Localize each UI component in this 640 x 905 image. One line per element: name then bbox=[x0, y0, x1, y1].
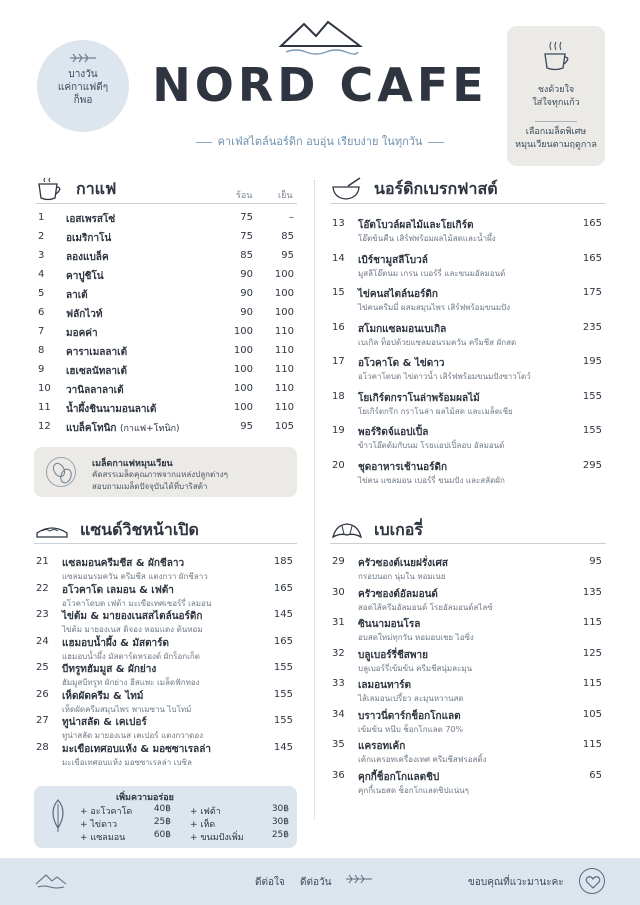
menu-item bbox=[332, 709, 606, 737]
item-number: 16 bbox=[332, 321, 345, 333]
menu-item bbox=[332, 678, 606, 706]
item-price-hot: 100 bbox=[233, 345, 253, 356]
menu-item bbox=[38, 402, 298, 418]
item-name: อโวคาโด & ไข่ดาว bbox=[358, 358, 445, 369]
leaf-icon bbox=[68, 52, 98, 64]
menu-item bbox=[332, 739, 606, 767]
item-price: 155 bbox=[582, 390, 602, 402]
addon-name: + ไข่ดาว bbox=[80, 820, 118, 830]
item-name: โอ๊ตโบวล์ผลไม้และโยเกิร์ต bbox=[358, 220, 474, 231]
item-name-text: น้ำผึ้งชินนามอนลาเต้ bbox=[66, 404, 157, 415]
item-desc: มูสลีโอ๊ตนม เกรน เบอร์รี่ และขนมอัลมอนด์ bbox=[358, 268, 506, 278]
item-number: 14 bbox=[332, 252, 345, 264]
item-name: ครัวซองต์เนยฝรั่งเศส bbox=[358, 558, 448, 569]
item-desc: เค้กแครอทเครื่องเทศ ครีมชีสฟรอสติ้ง bbox=[358, 755, 487, 764]
item-name-text: เอสเพรสโซ่ bbox=[66, 214, 116, 225]
item-name bbox=[66, 345, 127, 360]
item-desc: คุกกี้เนยสด ช็อกโกแลตชิปแน่นๆ bbox=[358, 785, 469, 795]
beans-desc-line-2: สอบถามเมล็ดปัจจุบันได้ที่บาริสต้า bbox=[92, 482, 208, 491]
item-number: 32 bbox=[332, 647, 345, 659]
item-name: อโวคาโด เลมอน & เฟต้า bbox=[62, 584, 174, 596]
leaf-icon bbox=[46, 798, 70, 834]
coffee-col-iced: เย็น bbox=[278, 191, 293, 201]
rotating-beans-box bbox=[34, 447, 297, 497]
item-name-text: อเมริกาโน่ bbox=[66, 233, 112, 244]
item-name bbox=[66, 421, 180, 436]
item-price-hot: 90 bbox=[240, 288, 253, 299]
menu-item bbox=[38, 421, 298, 437]
item-price: 195 bbox=[582, 356, 602, 367]
item-price-hot: 95 bbox=[240, 421, 253, 432]
menu-item bbox=[36, 742, 297, 770]
item-name bbox=[66, 402, 156, 417]
addon-price: 30฿ bbox=[271, 817, 289, 827]
coffee-section-title: กาแฟ bbox=[76, 178, 117, 198]
item-name-text: ลองแบล็ค bbox=[66, 252, 109, 263]
item-name: มะเขือเทศอบแห้ง & มอซซาเรลล่า bbox=[62, 743, 211, 755]
item-desc: เบเกิล ท็อปด้วยแซลมอนรมควัน ครีมชีส ผักสด bbox=[358, 337, 517, 347]
item-price-iced: – bbox=[289, 212, 294, 223]
item-name bbox=[66, 212, 115, 227]
item-price: 165 bbox=[582, 218, 602, 229]
item-number: 11 bbox=[38, 402, 51, 413]
item-name-text: ฟลักไวท์ bbox=[66, 309, 103, 320]
item-desc: มะเขือเทศอบแห้ง มอซซาเรลล่า เบซิล bbox=[62, 757, 192, 767]
item-desc: โอ๊ตข้นคืน เสิร์ฟพร้อมผลไม้สดและน้ำผึ้ง bbox=[358, 234, 496, 243]
brand-title: NORD CAFE bbox=[152, 58, 488, 112]
addon-price: 25฿ bbox=[153, 817, 171, 827]
item-desc: แซลมอนรมควัน ครีมชีส แตงกวา ผักชีลาว bbox=[62, 572, 208, 581]
sandwich-section-header bbox=[34, 518, 199, 543]
item-name: บลูเบอร์รี่ชีสพาย bbox=[358, 649, 428, 661]
item-name: พอร์ริดจ์แอปเปิ้ล bbox=[358, 427, 429, 438]
badge-left-line-3: ก็พอ bbox=[73, 95, 93, 106]
item-price-hot: 100 bbox=[233, 364, 253, 375]
item-price: 155 bbox=[582, 425, 602, 436]
item-price-iced: 110 bbox=[274, 326, 294, 337]
item-price: 105 bbox=[582, 708, 602, 720]
item-price-hot: 90 bbox=[240, 269, 253, 280]
item-price-hot: 75 bbox=[240, 212, 253, 223]
item-number: 34 bbox=[332, 708, 345, 720]
item-name: เลมอนทาร์ต bbox=[358, 680, 412, 691]
beans-title: เมล็ดกาแฟหมุนเวียน bbox=[92, 459, 173, 469]
menu-item bbox=[332, 770, 606, 798]
menu-item bbox=[332, 356, 606, 384]
item-number: 19 bbox=[332, 425, 345, 436]
badge-right-line-3: เลือกเมล็ดพิเศษ bbox=[525, 127, 587, 137]
menu-item bbox=[38, 288, 298, 304]
item-desc: ไข่คน แซลมอน เบอร์รี่ ขนมปัง และสลัดผัก bbox=[358, 475, 505, 485]
menu-item bbox=[38, 231, 298, 247]
menu-item bbox=[332, 287, 606, 315]
menu-item bbox=[332, 587, 606, 615]
footer-text-3: ขอบคุณที่แวะมานะคะ bbox=[468, 877, 564, 888]
item-price-hot: 85 bbox=[240, 250, 253, 261]
item-price: 235 bbox=[582, 321, 602, 333]
item-name: บีทรูทฮัมมูส & ผักย่าง bbox=[62, 664, 157, 675]
item-number: 1 bbox=[38, 212, 45, 223]
item-number: 3 bbox=[38, 250, 45, 261]
item-number: 18 bbox=[332, 390, 345, 402]
item-name: เบิร์ชามูสลีโบวล์ bbox=[358, 254, 428, 266]
menu-item bbox=[36, 636, 297, 664]
item-number: 22 bbox=[36, 582, 49, 594]
item-number: 26 bbox=[36, 688, 49, 700]
menu-item bbox=[38, 345, 298, 361]
item-number: 21 bbox=[36, 556, 49, 567]
item-price-iced: 110 bbox=[274, 345, 294, 356]
item-name bbox=[66, 231, 111, 246]
item-number: 28 bbox=[36, 741, 49, 753]
item-desc: ไส้เลมอนเปรี้ยว ละมุนหวานสด bbox=[358, 694, 464, 703]
item-price: 135 bbox=[582, 586, 602, 598]
item-price: 165 bbox=[273, 635, 293, 647]
item-name-text: แบล็คโทนิก bbox=[66, 423, 117, 434]
item-price: 185 bbox=[273, 556, 293, 567]
item-price-hot: 100 bbox=[233, 402, 253, 413]
item-name: คุกกี้ช็อกโกแลตชิป bbox=[358, 771, 440, 783]
item-number: 33 bbox=[332, 678, 345, 689]
item-price: 145 bbox=[273, 609, 293, 620]
item-number: 6 bbox=[38, 307, 45, 318]
item-number: 9 bbox=[38, 364, 45, 375]
menu-item bbox=[38, 269, 298, 285]
item-name bbox=[66, 326, 98, 341]
addon-name: + แซลมอน bbox=[80, 833, 126, 843]
addon-name: + เห็ด bbox=[190, 820, 216, 830]
item-desc: กรอบนอก นุ่มใน หอมเนย bbox=[358, 572, 446, 581]
coffee-cup-icon bbox=[542, 40, 572, 74]
item-name: ชุดอาหารเช้านอร์ดิก bbox=[358, 461, 448, 473]
addon-price: 60฿ bbox=[153, 830, 171, 840]
item-name: โยเกิร์ตกราโนล่าพร้อมผลไม้ bbox=[358, 392, 480, 404]
badge-left-line-1: บางวัน bbox=[68, 69, 98, 80]
item-name bbox=[66, 307, 103, 322]
menu-item bbox=[332, 425, 606, 453]
tagline-text: คาเฟ่สไตล์นอร์ดิก อบอุ่น เรียบง่าย ในทุกวัน bbox=[217, 135, 423, 148]
item-price: 125 bbox=[582, 647, 602, 659]
item-price-iced: 105 bbox=[274, 421, 294, 432]
item-name: บราวนี่ดาร์กช็อกโกแลต bbox=[358, 710, 461, 722]
menu-item bbox=[38, 383, 298, 399]
item-desc: อโวคาโดบด เฟต้า มะเขือเทศเชอร์รี่ เลมอน bbox=[62, 598, 212, 608]
item-price-hot: 100 bbox=[233, 326, 253, 337]
item-number: 10 bbox=[38, 383, 51, 394]
item-price: 115 bbox=[582, 617, 602, 628]
item-price: 175 bbox=[582, 287, 602, 298]
badge-right-line-2: ใส่ใจทุกแก้ว bbox=[532, 98, 580, 108]
item-name-text: เฮเซลนัทลาเต้ bbox=[66, 366, 127, 377]
item-number: 8 bbox=[38, 345, 45, 356]
item-price-iced: 85 bbox=[281, 231, 294, 242]
item-number: 36 bbox=[332, 769, 345, 781]
menu-item bbox=[36, 689, 297, 717]
addon-name: + อะโวคาโด bbox=[80, 807, 133, 817]
item-number: 23 bbox=[36, 609, 49, 620]
menu-item bbox=[332, 617, 606, 645]
item-price: 155 bbox=[273, 662, 293, 673]
item-desc: สอดไส้ครีมอัลมอนด์ โรยอัลมอนด์สไลซ์ bbox=[358, 602, 493, 612]
addons-title: เพิ่มความอร่อย bbox=[116, 793, 174, 803]
bowl-icon bbox=[330, 176, 364, 202]
menu-item bbox=[332, 556, 606, 584]
item-price-iced: 110 bbox=[274, 402, 294, 413]
item-desc: ฮัมมูสบีทรูท ผักย่าง ฮีสแพะ เมล็ดฟักทอง bbox=[62, 678, 200, 687]
item-desc: โยเกิร์ตกรีก กราโนล่า ผลไม้สด และเมล็ดเชีย bbox=[358, 406, 513, 416]
menu-item bbox=[332, 460, 606, 488]
item-desc: ไข่คนครีมมี่ ผสมสมุนไพร เสิร์ฟพร้อมขนมปัง bbox=[358, 303, 511, 312]
addon-name: + เฟต้า bbox=[190, 807, 221, 817]
item-number: 13 bbox=[332, 218, 345, 229]
menu-item bbox=[38, 326, 298, 342]
coffee-col-hot: ร้อน bbox=[236, 191, 253, 201]
badge-right-bottom bbox=[507, 126, 605, 152]
item-name: ครัวซองต์อัลมอนด์ bbox=[358, 588, 438, 600]
item-name bbox=[66, 269, 104, 284]
item-desc: ทูน่าสลัด มายองเนส เคเปอร์ แตงกวาดอง bbox=[62, 731, 204, 740]
item-price-iced: 100 bbox=[274, 307, 294, 318]
coffee-bean-icon bbox=[46, 457, 76, 487]
item-number: 15 bbox=[332, 287, 345, 298]
item-desc: แฮมอบน้ำผึ้ง มัสตาร์ดหรองต์ ผักร็อกเก็ต bbox=[62, 651, 200, 661]
header-badge-right bbox=[507, 26, 605, 166]
footer-text-2: ดีต่อวัน bbox=[300, 877, 332, 888]
addon-price: 25฿ bbox=[271, 830, 289, 840]
item-name: ซินนามอนโรล bbox=[358, 619, 421, 630]
bakery-section-header bbox=[330, 518, 423, 543]
item-desc: เข้มข้น หนึบ ช็อกโกแลต 70% bbox=[358, 724, 464, 734]
item-price: 115 bbox=[582, 678, 602, 689]
item-number: 25 bbox=[36, 662, 49, 673]
menu-item bbox=[332, 391, 606, 419]
menu-item bbox=[36, 583, 297, 611]
item-price-iced: 100 bbox=[274, 288, 294, 299]
item-number: 27 bbox=[36, 715, 49, 726]
breakfast-section-header bbox=[330, 176, 498, 202]
sandwich-section-title: แซนด์วิชหน้าเปิด bbox=[80, 520, 199, 539]
menu-item bbox=[332, 648, 606, 676]
item-desc: ข้าวโอ๊ตต้มกับนม โรยแอปเปิ้ลอบ อัลมอนด์ bbox=[358, 441, 505, 450]
item-extra: (กาแฟ+โทนิก) bbox=[119, 424, 180, 434]
item-price: 115 bbox=[582, 739, 602, 750]
item-price-iced: 110 bbox=[274, 364, 294, 375]
item-number: 35 bbox=[332, 739, 345, 750]
header-badge-left bbox=[37, 40, 129, 132]
menu-item bbox=[38, 212, 298, 228]
item-name-text: คาราเมลลาเต้ bbox=[66, 347, 128, 358]
item-number: 20 bbox=[332, 459, 345, 471]
item-number: 5 bbox=[38, 288, 45, 299]
beans-desc bbox=[92, 469, 292, 493]
badge-right-top bbox=[507, 84, 605, 110]
badge-left-line-2: แค่กาแฟดีๆ bbox=[57, 82, 109, 93]
beans-desc-line-1: คัดสรรเมล็ดคุณภาพจากแหล่งปลูกต่างๆ bbox=[92, 470, 228, 479]
mountain-logo-icon bbox=[276, 18, 366, 62]
coffee-cup-icon bbox=[36, 176, 66, 202]
badge-right-line-1: ชงด้วยใจ bbox=[537, 85, 575, 95]
addons-box bbox=[34, 786, 297, 848]
item-price-hot: 100 bbox=[233, 383, 253, 394]
breakfast-section-title: นอร์ดิกเบรกฟาสต์ bbox=[374, 178, 498, 198]
footer-text-1: ดีต่อใจ bbox=[255, 877, 285, 888]
menu-item bbox=[332, 322, 606, 350]
item-number: 30 bbox=[332, 586, 345, 598]
tagline bbox=[160, 132, 480, 150]
item-desc: ไข่ต้ม มายองเนส ดิจอง หอมแดง ต้นหอม bbox=[62, 625, 203, 634]
menu-item bbox=[38, 307, 298, 323]
item-name-text: วานิลลาลาเต้ bbox=[66, 385, 124, 396]
item-number: 7 bbox=[38, 326, 45, 337]
item-desc: อโวคาโดบด ไข่ดาวน้ำ เสิร์ฟพร้อมขนมปังซาวโดว์ bbox=[358, 372, 531, 381]
item-desc: อบสดใหม่ทุกวัน หอมอบเชย ไอซิ่ง bbox=[358, 633, 474, 642]
item-name bbox=[66, 364, 127, 379]
item-name-text: คาปูชิโน่ bbox=[66, 271, 104, 282]
croissant-icon bbox=[330, 519, 364, 543]
addon-price: 40฿ bbox=[153, 804, 171, 814]
heart-icon bbox=[579, 868, 605, 894]
item-number: 12 bbox=[38, 421, 51, 432]
sandwich-icon bbox=[34, 519, 70, 543]
menu-item bbox=[38, 250, 298, 266]
bakery-section-title: เบเกอรี่ bbox=[374, 520, 423, 539]
item-price: 155 bbox=[273, 688, 293, 700]
item-name bbox=[66, 383, 124, 398]
item-name-text: มอคค่า bbox=[66, 328, 98, 339]
menu-item bbox=[332, 218, 606, 246]
item-name: ไข่ต้ม & มายองเนสสไตล์นอร์ดิก bbox=[62, 611, 203, 622]
item-name: ทูน่าสลัด & เคเปอร์ bbox=[62, 717, 147, 728]
item-price-hot: 75 bbox=[240, 231, 253, 242]
item-name: ไข่คนสไตล์นอร์ดิก bbox=[358, 289, 438, 300]
menu-item bbox=[36, 556, 297, 584]
item-name: แซลมอนครีมชีส & ผักชีลาว bbox=[62, 558, 185, 569]
item-name: เห็ดผัดครีม & ไทม์ bbox=[62, 690, 144, 702]
addon-name: + ขนมปังเพิ่ม bbox=[190, 833, 244, 843]
item-name bbox=[66, 250, 109, 265]
item-price: 165 bbox=[582, 252, 602, 264]
item-number: 17 bbox=[332, 356, 345, 367]
item-number: 31 bbox=[332, 617, 345, 628]
item-price-iced: 95 bbox=[281, 250, 294, 261]
item-name: แครอทเค้ก bbox=[358, 741, 406, 752]
item-number: 4 bbox=[38, 269, 45, 280]
menu-item bbox=[38, 364, 298, 380]
item-price: 295 bbox=[582, 459, 602, 471]
item-price-iced: 110 bbox=[274, 383, 294, 394]
item-price: 145 bbox=[273, 741, 293, 753]
item-price: 165 bbox=[273, 582, 293, 594]
item-price: 95 bbox=[589, 556, 602, 567]
footer bbox=[0, 858, 640, 905]
item-name: แฮมอบน้ำผึ้ง & มัสตาร์ด bbox=[62, 637, 170, 649]
item-desc: บลูเบอร์รี่เข้มข้น ครีมชีสนุ่มละมุน bbox=[358, 663, 473, 673]
item-number: 29 bbox=[332, 556, 345, 567]
badge-right-line-4: หมุนเวียนตามฤดูกาล bbox=[515, 140, 597, 150]
menu-item bbox=[36, 662, 297, 690]
menu-item bbox=[36, 715, 297, 743]
item-desc: เห็ดผัดครีมสมุนไพร พาเมซาน ไบโทม์ bbox=[62, 704, 192, 714]
mountain-icon bbox=[34, 872, 68, 890]
item-price-iced: 100 bbox=[274, 269, 294, 280]
item-price: 65 bbox=[589, 769, 602, 781]
menu-item bbox=[332, 253, 606, 281]
leaf-icon bbox=[344, 872, 374, 886]
item-name-text: ลาเต้ bbox=[66, 290, 88, 301]
item-price: 155 bbox=[273, 715, 293, 726]
item-name bbox=[66, 288, 88, 303]
addon-price: 30฿ bbox=[271, 804, 289, 814]
item-number: 24 bbox=[36, 635, 49, 647]
coffee-section-header bbox=[36, 176, 116, 202]
menu-item bbox=[36, 609, 297, 637]
item-price-hot: 90 bbox=[240, 307, 253, 318]
item-number: 2 bbox=[38, 231, 45, 242]
item-name: สโมกแซลมอนเบเกิล bbox=[358, 323, 447, 335]
